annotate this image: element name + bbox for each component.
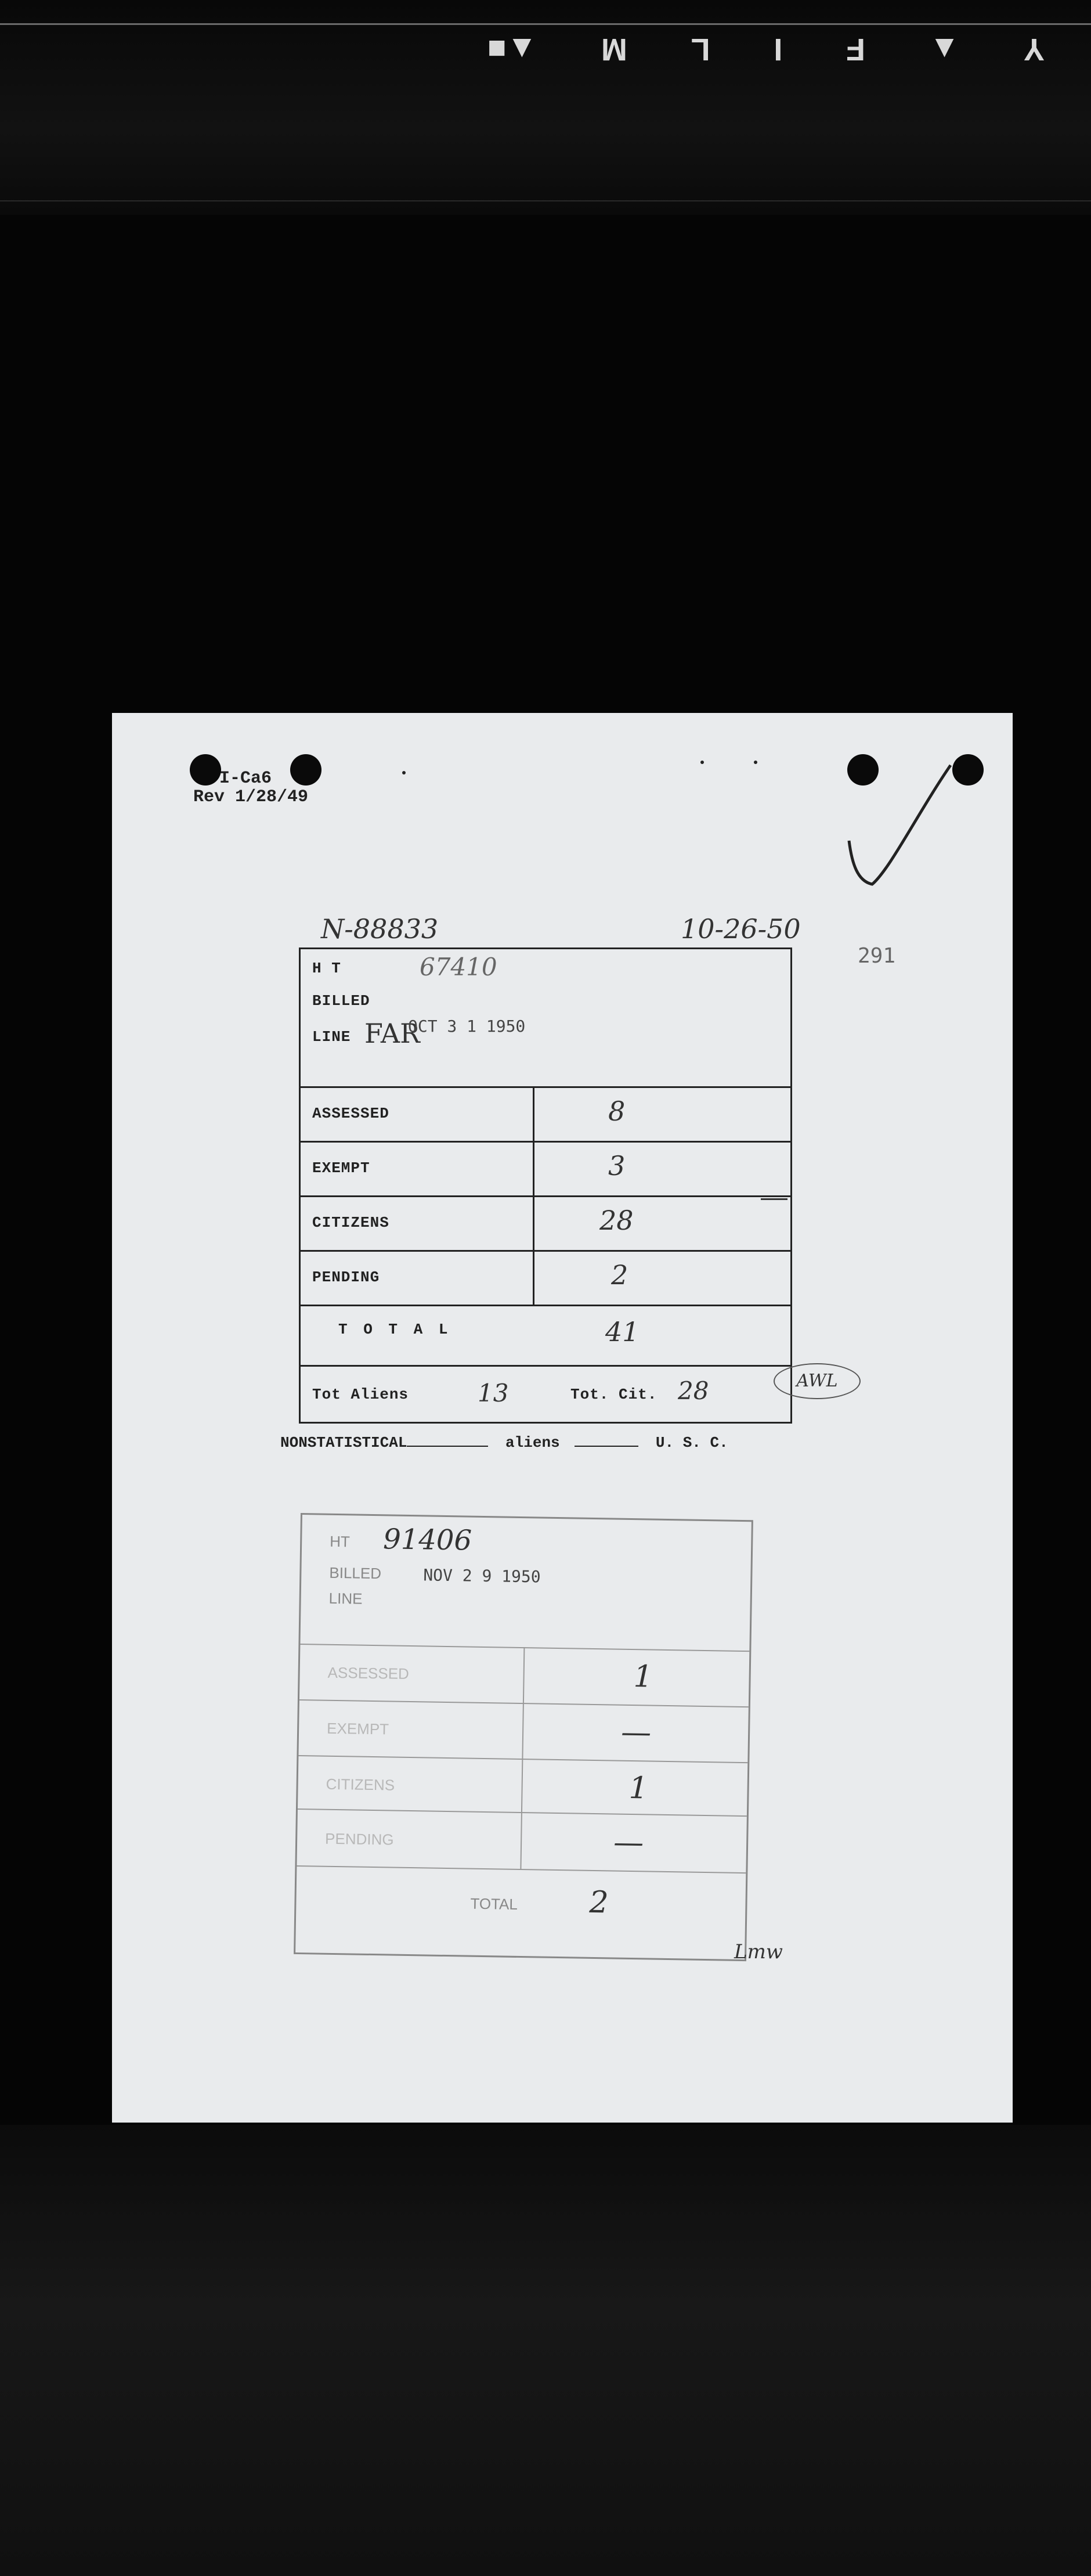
row-divider [301,1250,790,1252]
film-mark: I [774,32,783,67]
ht-label: H T [312,960,341,977]
tot-cit-value: 28 [678,1377,709,1405]
card-pending-label: PENDING [324,1829,394,1849]
tot-aliens-value: 13 [478,1379,509,1407]
billed-date-stamp: OCT 3 1 1950 [408,1017,526,1036]
initials-stamp [774,1363,861,1399]
row-divider [301,1141,790,1143]
tally-stamp-card [294,1513,753,1961]
blank-line [575,1446,638,1447]
card-pending-value: — [613,1825,644,1861]
blank-line [407,1446,488,1447]
speck [700,761,704,764]
film-mark: L [691,32,710,67]
card-line-label: LINE [328,1589,363,1608]
card-initials: Lmw [734,1940,783,1963]
film-mark: ▲ [929,32,960,67]
usc-label: U. S. C. [655,1434,728,1451]
line-label: LINE [312,1028,351,1046]
column-divider [533,1086,534,1305]
exempt-value: 3 [608,1150,626,1181]
film-edge-marks [487,32,1045,67]
film-mark: ▲■ [487,32,538,67]
pending-label: PENDING [312,1269,380,1286]
exempt-label: EXEMPT [312,1159,370,1177]
speck [402,771,406,774]
form-revision: Rev 1/28/49 [193,787,309,807]
film-edge-line-lower [0,200,1091,201]
punch-hole-icon [290,754,321,786]
card-citizens-label: CITIZENS [326,1775,395,1794]
speck [754,761,757,764]
film-mark: M [601,32,627,67]
row-divider [301,1086,790,1088]
nonstatistical-label: NONSTATISTICAL [280,1434,407,1451]
card-ht-label: HT [330,1532,351,1551]
card-total-label: TOTAL [470,1894,518,1913]
assessed-label: ASSESSED [312,1105,389,1122]
check-mark-icon [843,754,959,893]
card-billed-label: BILLED [329,1563,382,1583]
tot-aliens-label: Tot Aliens [312,1386,409,1403]
assessed-value: 8 [608,1096,626,1127]
card-total-value: 2 [589,1885,609,1921]
tally-form [299,947,792,1424]
aliens-label: aliens [505,1434,560,1451]
card-exempt-value: — [620,1714,652,1750]
card-assessed-value: 1 [633,1659,653,1695]
card-ht-value: 91406 [382,1523,472,1557]
citizens-value: 28 [599,1205,634,1236]
pending-value: 2 [611,1259,628,1291]
page-number: 291 [858,944,896,968]
film-edge-line [0,23,1091,25]
nonstatistical-line [280,1434,728,1451]
billed-label: BILLED [312,992,370,1010]
citizens-label: CITIZENS [312,1214,389,1231]
film-strip-bottom [0,2125,1091,2576]
stray-mark [761,1198,787,1200]
film-mark: Y [1023,32,1045,67]
total-label: T O T A L [338,1321,451,1338]
card-billed-stamp: NOV 2 9 1950 [423,1565,541,1587]
total-value: 41 [605,1316,640,1348]
card-assessed-label: ASSESSED [327,1663,410,1682]
film-mark: F [846,32,866,67]
line-value: FAR [364,1018,420,1049]
row-divider [301,1195,790,1197]
initials: AWL [796,1371,838,1391]
row-divider [301,1305,790,1306]
card-citizens-value: 1 [628,1770,649,1806]
form-code: I-Ca6 [219,769,272,788]
card-exempt-label: EXEMPT [326,1719,389,1738]
manifest-number: N-88833 [321,913,439,945]
tot-cit-label: Tot. Cit. [570,1386,658,1403]
document-page [112,713,1013,2123]
row-divider [301,1365,790,1367]
punch-hole-icon [190,754,221,786]
manifest-date: 10-26-50 [681,913,801,945]
ht-value: 67410 [420,953,497,981]
